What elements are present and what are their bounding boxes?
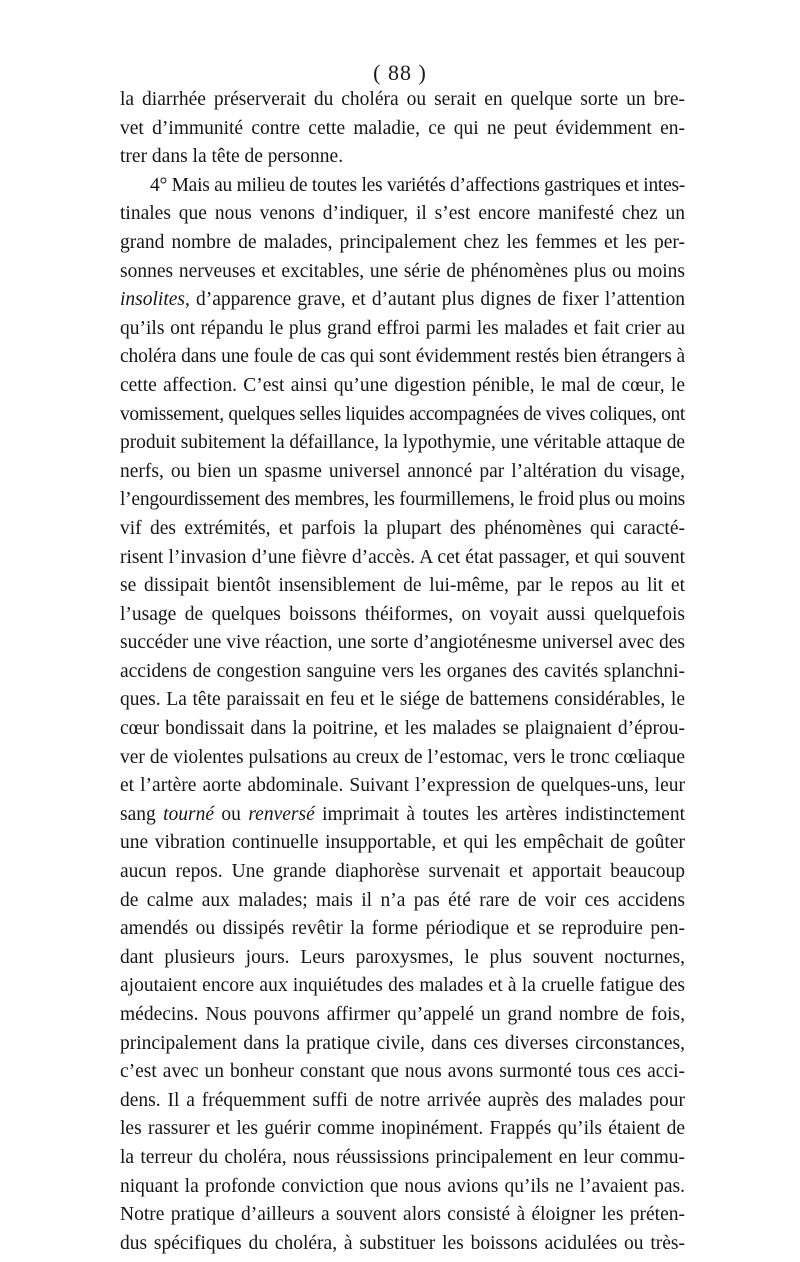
text-line — [120, 944, 685, 973]
text-line — [120, 629, 685, 658]
italic-text: tourné — [163, 803, 215, 825]
text-line — [120, 1058, 685, 1087]
text-line — [120, 1030, 685, 1059]
text-segment: cette affection. C’est ainsi qu’une digestion pénible, le mal de cœur, le — [120, 374, 685, 396]
text-segment: amendés ou dissipés revêtir la forme périodique et se reproduire pen- — [120, 918, 685, 940]
text-segment: tinales que nous venons d’indiquer, il s’est encore manifesté chez un — [120, 203, 685, 225]
text-segment: se dissipait bientôt insensiblement de lui-même, par le repos au lit et — [120, 575, 685, 597]
text-line — [120, 1173, 685, 1202]
text-line — [120, 200, 685, 229]
italic-text: insolites, — [120, 289, 190, 311]
text-segment: la diarrhée préserverait du choléra ou serait en quelque sorte un bre- — [120, 89, 685, 110]
text-line — [120, 343, 685, 372]
text-segment: ver de violentes pulsations au creux de l’estomac, vers le tronc cœliaque — [120, 746, 685, 768]
text-segment: produit subitement la défaillance, la lypothymie, une véritable attaque de — [120, 432, 686, 454]
text-segment: la terreur du choléra, nous réussissions principalement en leur commu- — [120, 1146, 685, 1168]
text-line — [120, 1144, 685, 1173]
text-segment: trer dans la tête de personne. — [120, 146, 344, 168]
text-line — [120, 887, 685, 916]
text-segment: succéder une vive réaction, une sorte d’angioténesme universel avec des — [120, 632, 685, 654]
text-segment: l’usage de quelques boissons théiformes, on voyait aussi quelquefois — [120, 603, 685, 625]
text-line — [120, 1087, 685, 1116]
text-line — [120, 86, 685, 115]
text-segment: c’est avec un bonheur constant que nous avons surmonté tous ces acci- — [120, 1061, 685, 1083]
text-line — [120, 572, 685, 601]
italic-text: renversé — [248, 803, 315, 825]
text-segment: choléra dans une foule de cas qui sont évidemment restés bien étrangers à — [120, 346, 685, 368]
text-segment: niquant la profonde conviction que nous avions qu’ils ne l’avaient pas. — [120, 1175, 685, 1197]
text-line — [120, 829, 685, 858]
text-line — [120, 915, 685, 944]
text-segment: dant plusieurs jours. Leurs paroxysmes, le plus souvent nocturnes, — [120, 946, 685, 968]
text-line — [120, 972, 685, 1001]
text-line — [120, 686, 685, 715]
text-line — [120, 401, 685, 430]
text-line — [120, 486, 685, 515]
text-segment: l’engourdissement des membres, les fourmillemens, le froid plus ou moins — [120, 489, 685, 511]
text-line — [120, 229, 685, 258]
text-segment: 4° Mais au milieu de toutes les variétés d’affections gastriques et intes- — [150, 174, 686, 196]
text-line — [120, 115, 685, 144]
text-segment: sang — [120, 803, 164, 825]
text-segment: vomissement, quelques selles liquides accompagnées de vives coliques, ont — [120, 403, 685, 425]
text-line — [120, 544, 685, 573]
text-line — [120, 1230, 685, 1259]
text-segment: vif des extrémités, et parfois la plupart des phénomènes qui caracté- — [120, 517, 685, 539]
text-line — [120, 286, 685, 315]
text-line — [120, 172, 685, 201]
text-segment: et l’artère aorte abdominale. Suivant l’expression de quelques-uns, leur — [120, 775, 685, 797]
text-segment: les rassurer et les guérir comme inopinément. Frappés qu’ils étaient de — [120, 1118, 685, 1140]
text-segment: principalement dans la pratique civile, dans ces diverses circonstances, — [120, 1032, 685, 1054]
text-segment: nerfs, ou bien un spasme universel annoncé par l’altération du visage, — [120, 460, 685, 482]
text-line — [120, 601, 685, 630]
text-segment: ques. La tête paraissait en feu et le siége de battemens considérables, le — [120, 689, 685, 711]
text-line — [120, 429, 685, 458]
text-line — [120, 1001, 685, 1030]
text-line — [120, 258, 685, 287]
text-segment: qu’ils ont répandu le plus grand effroi parmi les malades et fait crier au — [120, 317, 685, 339]
text-segment: grand nombre de malades, principalement chez les femmes et les per- — [120, 231, 685, 253]
text-line — [120, 372, 685, 401]
page-number: ( 88 ) — [373, 60, 427, 85]
text-segment: de calme aux malades; mais il n’a pas été rare de voir ces accidens — [120, 889, 685, 911]
text-line — [120, 772, 685, 801]
text-line — [120, 858, 685, 887]
text-segment: accidens de congestion sanguine vers les organes des cavités splanchni- — [120, 660, 685, 682]
text-segment: une vibration continuelle insupportable, et qui les empêchait de goûter — [120, 832, 685, 854]
text-line — [120, 458, 685, 487]
text-line — [120, 658, 685, 687]
text-segment: risent l’invasion d’une fièvre d’accès. A cet état passager, et qui souvent — [120, 546, 685, 568]
text-segment: aucun repos. Une grande diaphorèse survenait et apportait beaucoup — [120, 861, 685, 883]
text-line — [120, 1201, 685, 1230]
text-line — [120, 143, 685, 172]
text-segment: imprimait à toutes les artères indistinctement — [314, 803, 685, 825]
text-segment: vet d’immunité contre cette maladie, ce qui ne peut évidemment en- — [120, 117, 685, 139]
text-segment: dus spécifiques du choléra, à substituer les boissons acidulées ou très- — [120, 1232, 685, 1254]
text-line — [120, 715, 685, 744]
text-segment: médecins. Nous pouvons affirmer qu’appelé un grand nombre de fois, — [120, 1004, 685, 1025]
text-line — [120, 1115, 685, 1144]
text-segment: sonnes nerveuses et excitables, une série de phénomènes plus ou moins — [120, 260, 685, 282]
text-line — [120, 801, 685, 830]
text-segment: cœur bondissait dans la poitrine, et les malades se plaignaient d’éprou- — [120, 718, 685, 740]
body-text — [120, 86, 685, 1258]
text-line — [120, 744, 685, 773]
text-line — [120, 315, 685, 344]
text-segment: dens. Il a fréquemment suffi de notre arrivée auprès des malades pour — [120, 1089, 685, 1111]
text-segment: ajoutaient encore aux inquiétudes des malades et à la cruelle fatigue des — [120, 975, 685, 997]
text-segment: Notre pratique d’ailleurs a souvent alors consisté à éloigner les préten- — [120, 1204, 685, 1226]
text-segment: d’apparence grave, et d’autant plus dignes de fixer l’attention — [189, 289, 685, 311]
text-line — [120, 515, 685, 544]
text-segment: ou — [214, 803, 249, 825]
